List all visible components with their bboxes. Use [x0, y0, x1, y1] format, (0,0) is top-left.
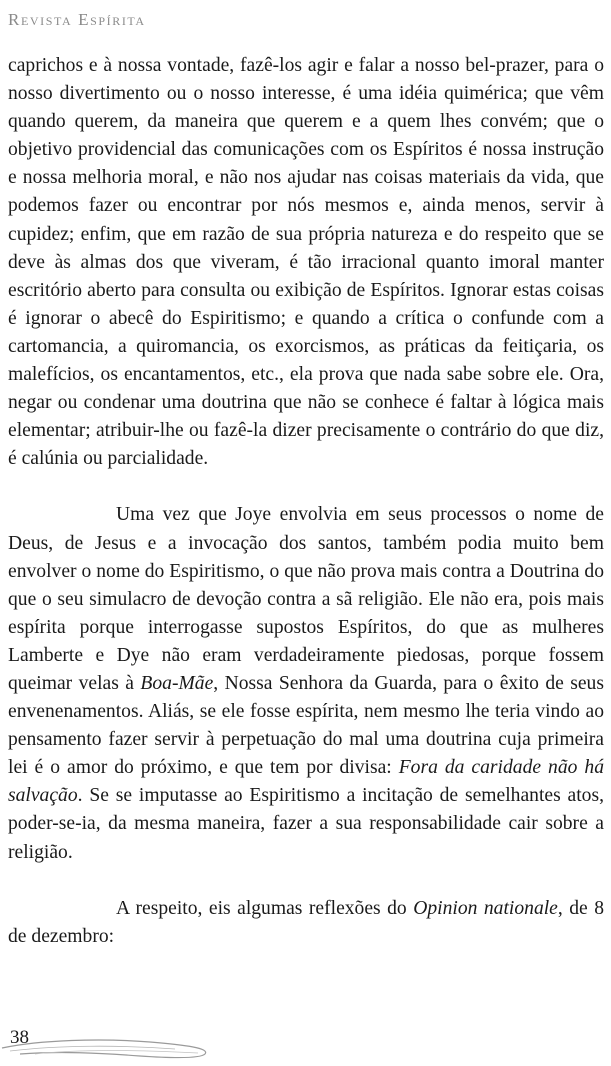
italic-newspaper-title: Opinion nationale [413, 897, 558, 919]
paragraph-2-text-c: . Se se imputasse ao Espiritismo a incitação de semelhantes atos, poder-se-ia, da mesma maneira, fazer a sua responsabilidade cair sobre a religião. [8, 785, 604, 863]
page-number-ornament [0, 1018, 230, 1062]
italic-motto: Fora da caridade não há salvação [8, 757, 605, 807]
paragraph-3 [8, 895, 604, 951]
paragraph-3-text-a: A respeito, eis algumas reflexões do [116, 897, 414, 919]
paragraph-2-text-b: , Nossa Senhora da Guarda, para o êxito de seus envenenamentos. Aliás, se ele fosse espírita, nem mesmo lhe teria vindo ao pensamento fazer servir à perpetuação do mal uma doutrina cuja primeira lei é o amor do próximo, e que tem por divisa: [8, 672, 604, 779]
italic-boa-mae: Boa-Mãe [140, 672, 214, 694]
page-number: 38 [10, 1027, 29, 1048]
paragraph-1: caprichos e à nossa vontade, fazê-los agir e falar a nosso bel-prazer, para o nosso divertimento ou o nosso interesse, é uma idéia quimérica; que vêm quando querem, da maneira que querem e a quem lhes convém; que o objetivo providencial das comunicações com os Espíritos é nossa instrução e nossa melhoria moral, e não nos ajudar nas coisas materiais da vida, que podemos fazer ou encontrar por nós mesmos e, ainda menos, servir à cupidez; enfim, que em razão de sua própria natureza e do respeito que se deve às almas dos que viveram, é tão irracional quanto imoral manter escritório aberto para consulta ou exibição de Espíritos. Ignorar estas coisas é ignorar o abecê do Espiritismo; e quando a crítica o confunde com a cartomancia, a quiromancia, os exorcismos, as práticas da feitiçaria, os malefícios, os encantamentos, etc., ela prova que nada sabe sobre ele. Ora, negar ou condenar uma doutrina que não se conhece é faltar à lógica mais elementar; atribuir-lhe ou fazê-la dizer precisamente o contrário do que diz, é calúnia ou parcialidade. [8, 55, 604, 470]
running-header: Revista Espírita [8, 10, 146, 29]
paragraph-2 [8, 501, 604, 866]
paragraph-2-text-a: Uma vez que Joye envolvia em seus processos o nome de Deus, de Jesus e a invocação dos santos, também podia muito bem envolver o nome do Espiritismo, o que não prova mais contra a Doutrina do que o seu simulacro de devoção contra a sã religião. Ele não era, pois mais espírita porque interrogasse supostos Espíritos, do que as mulheres Lamberte e Dye não eram verdadeiramente piedosas, porque fossem queimar velas à [8, 504, 604, 694]
body-text [8, 52, 604, 951]
paragraph-3-text-b: , de 8 de dezembro: [8, 897, 604, 947]
